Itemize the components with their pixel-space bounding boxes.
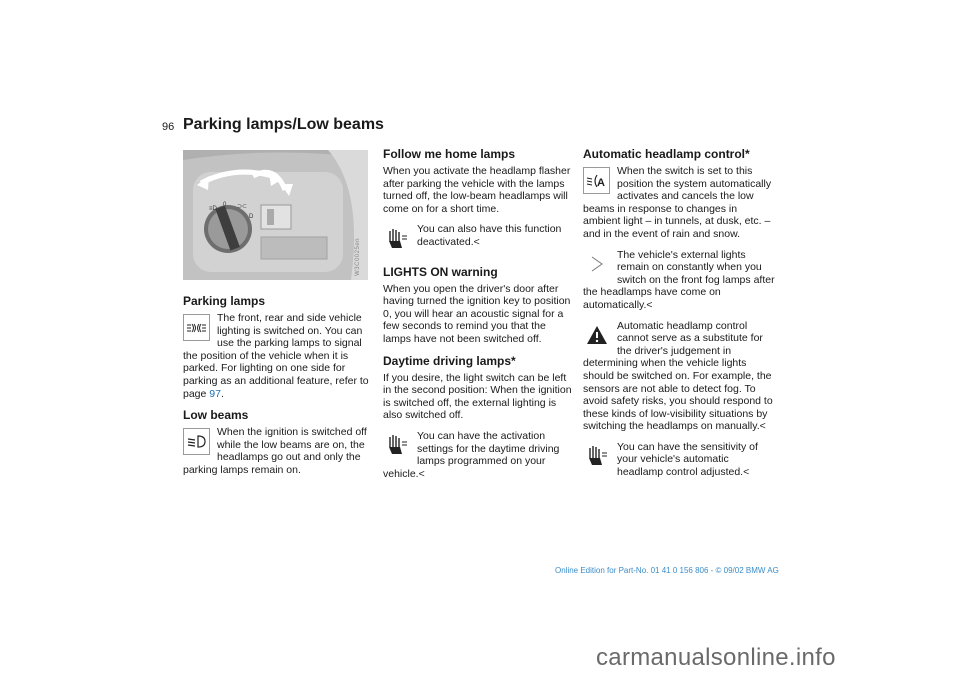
arrow-note-icon	[583, 251, 610, 278]
daytime-driving-lamps-text: If you desire, the light switch can be left in the second position: When the ignition is switched off, the external lighting is also switched off.	[383, 371, 572, 422]
heading-parking-lamps: Parking lamps	[183, 294, 266, 308]
section-lights-on-warning	[383, 265, 575, 346]
figure-code: W3C0025en	[355, 238, 362, 276]
follow-me-home-note: You can also have this function deactivated.<	[417, 223, 562, 248]
follow-me-home-text: When you activate the headlamp flasher after parking the vehicle with the lamps turned off, the low-beam headlamps will come on for a short time.	[383, 165, 571, 215]
svg-text:D: D	[249, 214, 254, 220]
sensitivity-note: You can have the sensitivity of your vehicle's automatic headlamp control adjusted.<	[617, 440, 758, 479]
heading-lights-on-warning: LIGHTS ON warning	[383, 264, 498, 279]
column-right	[583, 147, 775, 487]
svg-text:⊃⊂: ⊃⊂	[237, 204, 248, 210]
svg-text:0: 0	[223, 202, 227, 208]
daytime-driving-lamps-note: You can have the activation settings for the daytime driving lamps programmed on your vehicle.<	[383, 429, 560, 480]
parking-lamps-text: The front, rear and side vehicle lighting is switched on. You can use the parking lamps to signal the position of the vehicle when it is parked. For lighting on one side for parking as an additional feature, refer to page	[183, 312, 369, 400]
section-parking-lamps: Parking lamps The front, rear and side vehicle lighting is switched on. You can use the parking lamps to signal the position of the vehicle when it is parked. For lighting on one side for parking as an additional feature, refer to page 97.	[183, 294, 375, 400]
section-automatic-headlamp-control	[583, 147, 775, 479]
safety-warning-text: Automatic headlamp control cannot serve as a substitute for the driver's judgement in determining when the vehicle lights should be switched on. For example, the sensors are not able to detect fog. To avoid safety risks, you should respond to these kinds of low-visibility situations by switching the headlamps on manually.<	[583, 319, 773, 433]
low-beam-icon	[183, 428, 210, 455]
svg-text:A: A	[596, 176, 605, 189]
footer-edition: Online Edition for Part-No. 01 41 0 156 806 - © 09/02 BMW AG	[555, 566, 779, 575]
section-daytime-driving-lamps	[383, 354, 575, 481]
parking-lamps-icon	[183, 314, 210, 341]
service-note-icon	[383, 432, 410, 459]
section-low-beams	[183, 408, 375, 476]
light-switch-illustration	[183, 150, 368, 280]
warning-triangle-icon	[583, 322, 610, 349]
service-note-icon	[583, 443, 610, 470]
column-left	[183, 150, 375, 485]
heading-low-beams: Low beams	[183, 408, 249, 423]
light-switch-photo	[183, 150, 368, 280]
fog-lamps-note: The vehicle's external lights remain on constantly when you switch on the front fog lamps after the headlamps have come on automatically.<	[583, 248, 775, 311]
lights-on-warning-text: When you open the driver's door after having turned the ignition key to position 0, you will hear an acoustic signal for a few seconds to remind you that the lamps have not been switched off.	[383, 282, 571, 345]
page-97-link[interactable]: 97	[209, 387, 221, 400]
page-title: Parking lamps/Low beams	[183, 116, 384, 133]
svg-text:≡D: ≡D	[209, 206, 217, 212]
automatic-headlamp-control-text: When the switch is set to this position the system automatically activates and cancels the low beams in response to changes in ambient light – in tunnels, at dusk, etc. – and in the event of rain and snow.	[583, 165, 772, 240]
watermark: carmanualsonline.info	[596, 644, 836, 671]
section-follow-me-home	[383, 147, 575, 257]
page-number: 96	[162, 121, 175, 133]
service-note-icon	[383, 225, 410, 252]
low-beams-text: When the ignition is switched off while the low beams are on, the headlamps go out and only the parking lamps remain on.	[183, 426, 367, 476]
column-middle	[383, 147, 575, 488]
heading-automatic-headlamp-control: Automatic headlamp control*	[583, 147, 750, 161]
heading-daytime-driving-lamps: Daytime driving lamps*	[383, 353, 516, 368]
heading-follow-me-home: Follow me home lamps	[383, 147, 516, 161]
auto-headlamp-icon	[583, 167, 610, 194]
